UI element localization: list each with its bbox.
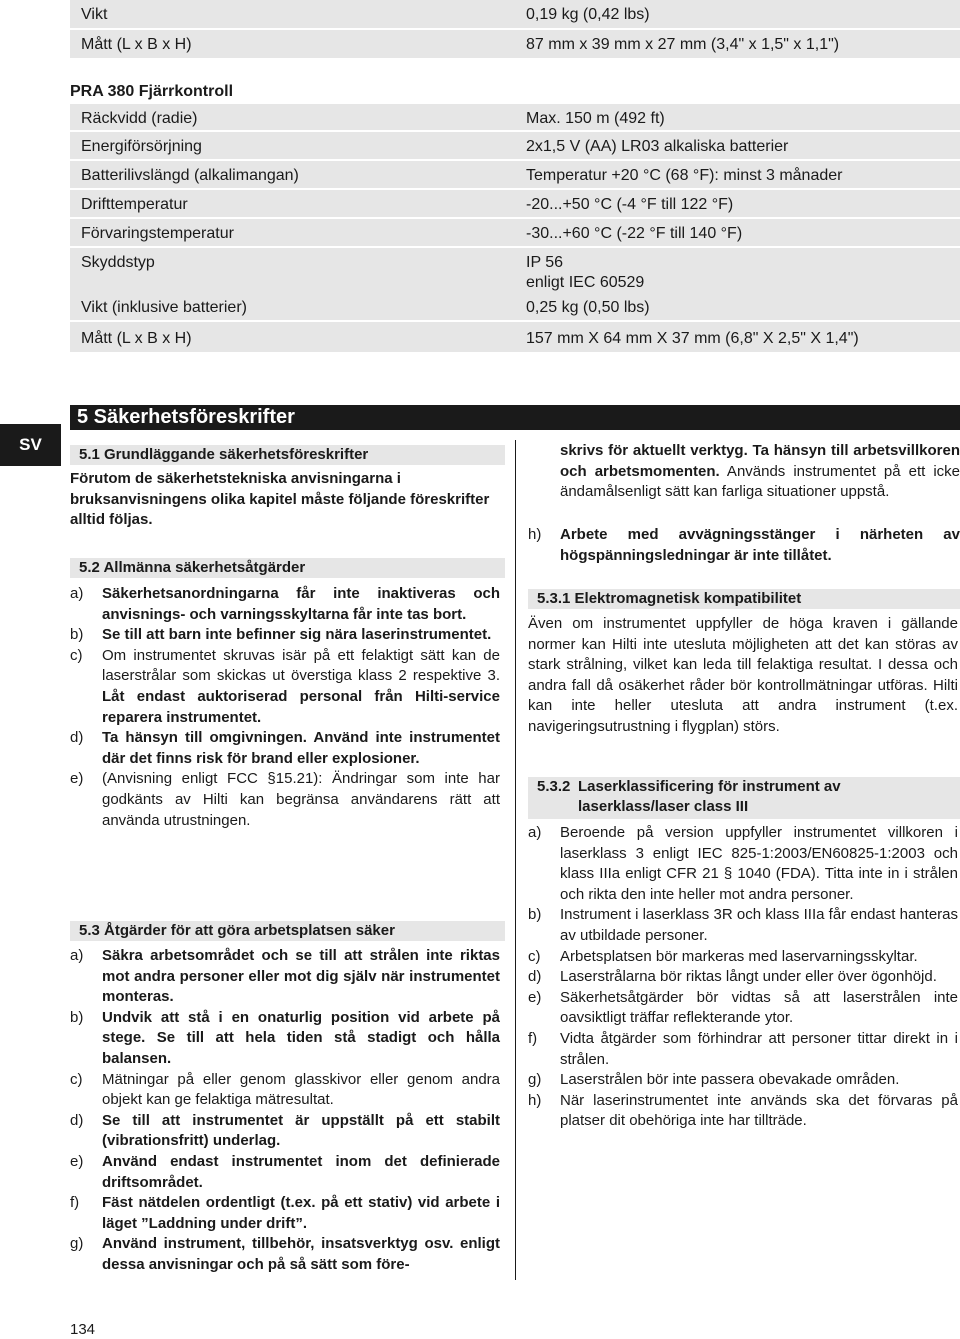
item-marker: h) <box>528 1091 542 1109</box>
list-item <box>528 823 958 905</box>
list-item <box>528 1029 958 1070</box>
item-bold-text: Arbete med avvägningsstänger i närheten av högspänningsledningar är inte tillåtet. <box>560 526 960 564</box>
list-item <box>70 1111 500 1152</box>
list-item <box>70 584 500 625</box>
spec-value: 87 mm x 39 mm x 27 mm (3,4" x 1,5" x 1,1") <box>526 36 840 53</box>
spec-key: Skyddstyp <box>81 254 155 271</box>
item-text: Om instrumentet skruvas isär på ett felaktigt sätt kan de laserstrålar som skickas ut överstiga klass 2 respektive 3. <box>102 646 500 685</box>
item-bold-text: Säkra arbetsområdet och se till att strålen inte riktas mot andra personer eller mot dig själv när instrumentet monteras. <box>102 947 500 1006</box>
list-item <box>70 646 500 728</box>
subsection-heading: 5.3 Åtgärder för att göra arbetsplatsen säker <box>70 921 505 941</box>
spec-value: 0,25 kg (0,50 lbs) <box>526 299 650 316</box>
column-divider <box>515 440 516 1280</box>
item-text: Används instrumentet på ett icke ändamålsenligt sätt kan farliga situationer uppstå. <box>560 462 960 501</box>
item-text: Beroende på version uppfyller instrumentet villkoren i laserklass 3 enligt IEC 825-1:2003/EN60825-1:2003 och klass IIIa enligt CFR 21 § 1040 (FDA). Titta inte in i strålen och rikta den inte heller mot andra personer. <box>560 824 958 903</box>
item-text: Säkerhetsåtgärder bör vidtas så att laserstrålen inte oavsiktligt träffar reflekterande ytor. <box>560 988 958 1027</box>
spec-key: Energiförsörjning <box>81 138 202 155</box>
spec-row <box>70 293 960 320</box>
item-bold-text: Se till att barn inte befinner sig nära laserinstrumentet. <box>102 626 492 644</box>
list-item <box>70 1008 500 1070</box>
item-marker: e) <box>70 1152 84 1170</box>
list-item <box>528 525 960 566</box>
item-marker: d) <box>70 1111 84 1129</box>
emc-paragraph: Även om instrumentet uppfyller de höga kraven i gällande normer kan Hilti inte utesluta möjligheten att det kan störas av stark strålning, vilket kan leda till felaktiga resultat. I dessa och andra fall då osäkerhet råder bör kontrollmätningar utföras. Hilti kan inte heller utesluta att andra instrument (t.ex. navigeringsutrustning i flygplan) störs. <box>528 615 958 735</box>
list-item <box>528 967 958 988</box>
item-marker: a) <box>70 947 84 964</box>
spec-key: Vikt <box>81 6 108 23</box>
spec-value-standard: enligt IEC 60529 <box>526 274 645 291</box>
list-item <box>70 1152 500 1193</box>
list-item <box>528 1070 958 1091</box>
item-text: Vidta åtgärder som förhindrar att personer tittar direkt in i strålen. <box>560 1029 958 1068</box>
item-marker: g) <box>70 1235 84 1253</box>
spec-key: Förvaringstemperatur <box>81 225 234 242</box>
item-marker: h) <box>528 526 542 543</box>
heading-text: Laserklassificering för instrument av laserklass/laser class III <box>578 778 841 815</box>
item-marker: e) <box>70 770 84 788</box>
item-marker: a) <box>70 585 84 602</box>
spec-value: IP 56 <box>526 254 564 271</box>
list-item <box>70 1193 500 1234</box>
item-marker: e) <box>528 988 542 1006</box>
item-bold-text: Fäst nätdelen ordentligt (t.ex. på ett stativ) vid arbete i läget ”Laddning under drift”. <box>102 1194 500 1232</box>
spec-value: Temperatur +20 °C (68 °F): minst 3 månader <box>526 167 843 184</box>
item-marker: b) <box>528 906 542 924</box>
item-marker: b) <box>70 1008 84 1026</box>
item-text: Arbetsplatsen bör markeras med laservarningsskyltar. <box>560 947 918 965</box>
list-item-continuation <box>528 441 960 503</box>
list-item <box>528 905 958 946</box>
spec-value: Max. 150 m (492 ft) <box>526 110 665 127</box>
laser-class-list <box>528 823 958 1132</box>
item-text: Laserstrålen bör inte passera obevakade områden. <box>560 1071 900 1089</box>
item-text: När laserinstrumentet inte används ska det förvaras på platser dit obehöriga inte har tillträde. <box>560 1091 958 1130</box>
language-tab: SV <box>0 424 61 466</box>
spec-key: Batterilivslängd (alkalimangan) <box>81 167 299 184</box>
spec-value: 0,19 kg (0,42 lbs) <box>526 6 650 23</box>
spec-row <box>70 219 960 246</box>
list-item <box>528 1091 958 1132</box>
spec-key: Vikt (inklusive batterier) <box>81 299 247 316</box>
section-title: 5 Säkerhetsföreskrifter <box>70 405 960 430</box>
list-item <box>70 1234 500 1275</box>
spec-key: Mått (L x B x H) <box>81 36 192 53</box>
item-bold-text: Se till att instrumentet är uppställt på ett stabilt (vibrationsfritt) underlag. <box>102 1111 500 1150</box>
spec-row <box>70 248 960 293</box>
spec-row <box>70 104 960 130</box>
page-number: 134 <box>70 1321 96 1338</box>
list-item <box>70 728 500 769</box>
item-marker: g) <box>528 1071 542 1089</box>
item-bold-text: Använd instrument, tillbehör, insatsverktyg osv. enligt dessa anvisningar och på så sätt som före- <box>102 1235 500 1273</box>
spec-row <box>70 161 960 188</box>
item-marker: c) <box>70 1070 83 1088</box>
item-marker: b) <box>70 626 84 644</box>
item-marker: c) <box>70 646 83 664</box>
general-measures-list <box>70 584 500 831</box>
item-text: Laserstrålarna bör riktas långt under eller över ögonhöjd. <box>560 968 937 986</box>
list-item <box>528 947 958 968</box>
intro-paragraph: Förutom de säkerhetstekniska anvisningarna i bruksanvisningens olika kapitel måste följande föreskrifter alltid följas. <box>70 470 490 529</box>
item-marker: f) <box>70 1194 80 1212</box>
item-marker: c) <box>528 947 541 965</box>
spec-value: -30...+60 °C (-22 °F till 140 °F) <box>526 225 743 242</box>
spec-value: 157 mm X 64 mm X 37 mm (6,8" X 2,5" X 1,4") <box>526 330 859 347</box>
item-bold-text: Ta hänsyn till omgivningen. Använd inte instrumentet där det finns risk för brand eller explosioner. <box>102 729 500 767</box>
spec-row <box>70 132 960 159</box>
spec-key: Mått (L x B x H) <box>81 330 192 347</box>
workplace-measures-list <box>70 946 500 1276</box>
workplace-measures-list-cont <box>528 525 960 566</box>
subsection-heading: 5.3.1 Elektromagnetisk kompatibilitet <box>528 589 960 609</box>
subsection-heading: 5.2 Allmänna säkerhetsåtgärder <box>70 558 505 578</box>
spec-row <box>70 190 960 217</box>
spec-key: Drifttemperatur <box>81 196 188 213</box>
list-item <box>70 769 500 831</box>
item-marker: d) <box>528 968 542 986</box>
spec-value: -20...+50 °C (-4 °F till 122 °F) <box>526 196 734 213</box>
item-bold-text: Undvik att stå i en onaturlig position vid arbete på stege. Se till att hela tiden stå stadigt och hålla balansen. <box>102 1008 500 1067</box>
list-item <box>70 1070 500 1111</box>
spec-key: Räckvidd (radie) <box>81 110 198 127</box>
heading-number: 5.3.2 <box>537 778 571 795</box>
item-marker: a) <box>528 824 542 841</box>
pra-heading: PRA 380 Fjärrkontroll <box>70 83 234 100</box>
list-item <box>70 625 500 646</box>
subsection-heading: 5.1 Grundläggande säkerhetsföreskrifter <box>70 445 505 465</box>
item-marker: d) <box>70 729 84 747</box>
list-item <box>528 988 958 1029</box>
item-bold-text: Låt endast auktoriserad personal från Hilti-service reparera instrumentet. <box>102 687 500 726</box>
item-text: (Anvisning enligt FCC §15.21): Ändringar som inte har godkänts av Hilti kan begränsa användarens rätt att använda utrustningen. <box>102 770 500 829</box>
spec-value: 2x1,5 V (AA) LR03 alkaliska batterier <box>526 138 789 155</box>
item-marker: f) <box>528 1029 538 1047</box>
subsection-heading <box>528 777 960 819</box>
list-item <box>70 946 500 1008</box>
spec-row-dimensions <box>70 30 960 58</box>
item-bold-text: Använd endast instrumentet inom det definierade driftsområdet. <box>102 1152 500 1191</box>
item-bold-text: Säkerhetsanordningarna får inte inaktiveras och anvisnings- och varningsskyltarna får inte tas bort. <box>102 585 500 623</box>
spec-row-weight <box>70 0 960 28</box>
item-bold-text: skrivs för aktuellt verktyg. Ta hänsyn till arbetsvillkoren och arbetsmomenten. <box>560 442 960 480</box>
spec-row <box>70 322 960 352</box>
item-text: Instrument i laserklass 3R och klass IIIa får endast hanteras av utbildade personer. <box>560 906 958 944</box>
item-text: Mätningar på eller genom glasskivor eller genom andra objekt kan ge felaktiga mätresultat. <box>102 1070 500 1109</box>
